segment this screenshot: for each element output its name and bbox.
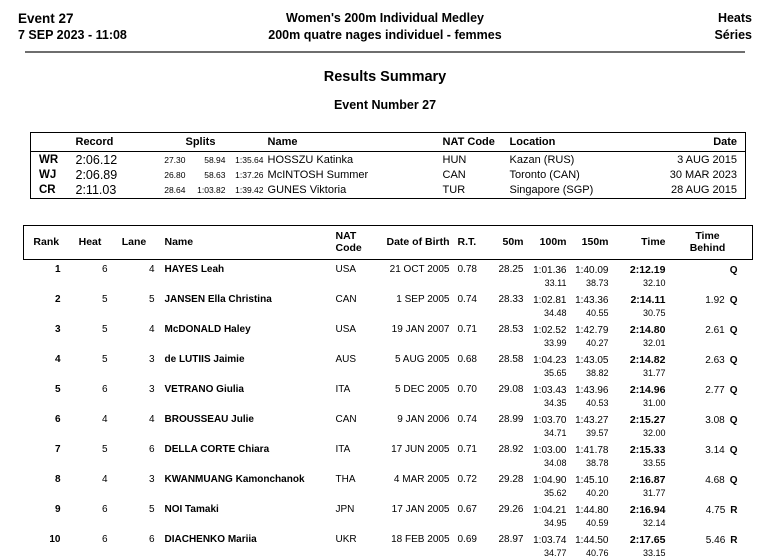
- time-behind: [672, 259, 744, 290]
- row-spacer: [744, 290, 753, 320]
- athlete-nat-code: UKR: [335, 533, 357, 545]
- time-behind-value: 2.63: [705, 354, 725, 366]
- lap-time-100m: 34.48: [543, 307, 567, 318]
- reaction-time: 0.71: [457, 443, 477, 455]
- result-row: [24, 290, 753, 320]
- record-split-50m: 27.30: [164, 154, 186, 165]
- final-time: 2:15.33 33.55: [615, 440, 672, 470]
- split-time-100m: 1:04.90 35.62: [530, 470, 573, 500]
- record-nat-code: HUN: [442, 153, 467, 166]
- lane-value: 4: [148, 263, 155, 275]
- rank-value: 10: [49, 533, 61, 545]
- lap-time-100m: 34.71: [543, 427, 567, 438]
- time-behind-value: 3.08: [705, 414, 725, 426]
- athlete-name: JANSEN Ella Christina: [164, 293, 272, 305]
- phase-label-fr: Séries: [714, 28, 752, 42]
- heat-value: 6: [101, 533, 108, 545]
- event-datetime: 7 SEP 2023 - 11:08: [18, 28, 127, 42]
- split-time-150m: 1:43.05 38.82: [573, 350, 615, 380]
- athlete-name: BROUSSEAU Julie: [164, 413, 254, 425]
- lap-time-200m: 33.55: [642, 457, 666, 468]
- split-time-100m: 1:03.74 34.77: [530, 530, 573, 560]
- rank-value: 1: [54, 263, 61, 275]
- results-header-spacer: [744, 225, 753, 259]
- time-behind: [672, 380, 744, 410]
- lap-time-200m: 31.77: [642, 487, 666, 498]
- split-time-100m: 1:02.52 33.99: [530, 320, 573, 350]
- split-time-100m: 1:04.23 35.65: [530, 350, 573, 380]
- split-time-150m: 1:40.09 38.73: [573, 259, 615, 290]
- athlete-date-of-birth: 5 AUG 2005: [395, 353, 450, 365]
- rank-value: 2: [54, 293, 61, 305]
- reaction-time: 0.68: [457, 353, 477, 365]
- record-holder-name: GUNES Viktoria: [267, 184, 347, 196]
- final-time: 2:16.94 32.14: [615, 500, 672, 530]
- records-header-date: Date: [661, 133, 746, 152]
- result-row: [24, 350, 753, 380]
- athlete-date-of-birth: 17 JUN 2005: [391, 443, 450, 455]
- final-time: 2:17.65 33.15: [615, 530, 672, 560]
- final-time: 2:14.11 30.75: [615, 290, 672, 320]
- reaction-time: 0.69: [457, 533, 477, 545]
- record-location: Toronto (CAN): [509, 168, 580, 181]
- record-location: Singapore (SGP): [509, 184, 594, 196]
- time-behind: [672, 320, 744, 350]
- time-behind-value: 5.46: [705, 534, 726, 546]
- event-title-en: Women's 200m Individual Medley: [286, 11, 484, 25]
- split-time-150m: 1:43.27 39.57: [573, 410, 615, 440]
- lap-time-150m: 40.27: [585, 337, 609, 348]
- athlete-name: DIACHENKO Mariia: [164, 533, 257, 545]
- lane-value: 5: [148, 293, 155, 305]
- athlete-date-of-birth: 19 JAN 2007: [391, 323, 450, 335]
- results-header-row: [24, 225, 753, 259]
- qualification-mark: Q: [729, 264, 738, 276]
- lap-time-100m: 34.77: [543, 547, 567, 558]
- lap-time-150m: 40.20: [585, 487, 609, 498]
- record-split-50m: 28.64: [164, 185, 186, 195]
- athlete-name: VETRANO Giulia: [164, 383, 244, 395]
- record-code: CR: [39, 184, 56, 196]
- final-time: 2:16.87 31.77: [615, 470, 672, 500]
- records-header-record: Record: [71, 133, 136, 152]
- records-header-code-spacer: [31, 133, 71, 152]
- lap-time-150m: 38.73: [585, 277, 609, 288]
- athlete-name: NOI Tamaki: [164, 503, 219, 515]
- split-time-50m: 29.26: [498, 503, 524, 515]
- lap-time-200m: 32.00: [642, 427, 666, 438]
- athlete-name: DELLA CORTE Chiara: [164, 443, 270, 455]
- split-time-50m: 28.92: [498, 443, 524, 455]
- lap-time-100m: 34.35: [543, 397, 567, 408]
- qualification-mark: Q: [729, 354, 738, 366]
- record-split-150m: 1:37.26: [235, 169, 264, 180]
- header-divider: [25, 51, 745, 53]
- event-title-fr: 200m quatre nages individuel - femmes: [268, 28, 502, 42]
- rank-value: 6: [54, 413, 61, 425]
- records-header-name: Name: [264, 133, 439, 152]
- record-code: WR: [39, 153, 59, 166]
- results-table: [23, 225, 753, 560]
- heat-value: 5: [101, 323, 108, 335]
- rank-value: 7: [54, 443, 61, 455]
- results-header-reaction-time: R.T.: [454, 225, 490, 259]
- athlete-name: HAYES Leah: [164, 263, 225, 275]
- header-left: [18, 10, 233, 44]
- result-row: [24, 530, 753, 560]
- athlete-date-of-birth: 21 OCT 2005: [389, 263, 450, 275]
- time-behind-value: 2.77: [705, 384, 725, 396]
- result-row: [24, 440, 753, 470]
- final-time: 2:12.19 32.10: [615, 259, 672, 290]
- lane-value: 5: [148, 503, 155, 515]
- record-location: Kazan (RUS): [509, 153, 575, 166]
- record-split-100m: 58.94: [204, 154, 226, 165]
- time-behind: [672, 440, 744, 470]
- records-header-location: Location: [506, 133, 661, 152]
- rank-value: 9: [54, 503, 61, 515]
- record-split-50m: 26.80: [164, 169, 186, 180]
- results-header-50m: 50m: [490, 225, 530, 259]
- qualification-mark: Q: [729, 324, 738, 336]
- results-header-name: Name: [157, 225, 332, 259]
- athlete-nat-code: JPN: [335, 503, 355, 515]
- split-time-100m: 1:02.81 34.48: [530, 290, 573, 320]
- split-time-50m: 28.53: [498, 323, 524, 335]
- lap-time-200m: 32.10: [642, 277, 666, 288]
- record-split-100m: 1:03.82: [197, 185, 226, 195]
- final-time: 2:14.80 32.01: [615, 320, 672, 350]
- lane-value: 3: [148, 383, 155, 395]
- qualification-mark: Q: [729, 294, 738, 306]
- event-label: Event 27: [18, 11, 74, 26]
- qualification-mark: Q: [729, 414, 738, 426]
- time-behind: [672, 470, 744, 500]
- qualification-mark: Q: [729, 384, 738, 396]
- split-time-50m: 28.58: [498, 353, 524, 365]
- heat-value: 6: [101, 503, 108, 515]
- heat-value: 6: [101, 263, 108, 275]
- record-date: 28 AUG 2015: [670, 184, 738, 196]
- results-header-100m: 100m: [530, 225, 573, 259]
- reaction-time: 0.78: [457, 263, 477, 275]
- record-holder-name: HOSSZU Katinka: [267, 153, 354, 166]
- time-behind-value: 4.75: [705, 504, 726, 516]
- record-date: 30 MAR 2023: [669, 168, 738, 181]
- split-time-150m: 1:43.36 40.55: [573, 290, 615, 320]
- row-spacer: [744, 410, 753, 440]
- record-row: [31, 183, 746, 199]
- lap-time-150m: 40.76: [585, 547, 609, 558]
- row-spacer: [744, 259, 753, 290]
- record-split-150m: 1:39.42: [235, 185, 264, 195]
- athlete-nat-code: ITA: [335, 443, 351, 455]
- split-time-150m: 1:41.78 38.78: [573, 440, 615, 470]
- results-header-time: Time: [615, 225, 672, 259]
- phase-label-en: Heats: [717, 11, 752, 25]
- split-time-50m: 28.25: [498, 263, 524, 275]
- heat-value: 4: [101, 413, 108, 425]
- lane-value: 6: [148, 533, 155, 545]
- final-time: 2:14.96 31.00: [615, 380, 672, 410]
- row-spacer: [744, 470, 753, 500]
- heat-value: 5: [101, 443, 108, 455]
- record-split-150m: 1:35.64: [235, 154, 264, 165]
- results-header-time-behind: Time Behind: [672, 225, 744, 259]
- lap-time-200m: 31.77: [642, 367, 666, 378]
- athlete-nat-code: CAN: [335, 293, 357, 305]
- lane-value: 6: [148, 443, 155, 455]
- qualification-mark: R: [730, 504, 738, 516]
- records-header-nat-code: NAT Code: [439, 133, 506, 152]
- athlete-nat-code: THA: [335, 473, 356, 485]
- results-header-lane: Lane: [112, 225, 157, 259]
- split-time-150m: 1:43.96 40.53: [573, 380, 615, 410]
- time-behind: [672, 530, 744, 560]
- lap-time-100m: 34.95: [543, 517, 567, 528]
- split-time-50m: 28.97: [498, 533, 524, 545]
- time-behind-value: 3.14: [705, 444, 725, 456]
- athlete-nat-code: CAN: [335, 413, 357, 425]
- time-behind-value: 2.61: [705, 324, 725, 336]
- split-time-50m: 28.99: [498, 413, 524, 425]
- lane-value: 4: [148, 323, 155, 335]
- split-time-100m: 1:03.00 34.08: [530, 440, 573, 470]
- athlete-date-of-birth: 17 JAN 2005: [391, 503, 450, 515]
- lap-time-100m: 34.08: [543, 457, 567, 468]
- result-row: [24, 259, 753, 290]
- lap-time-200m: 31.00: [642, 397, 666, 408]
- result-row: [24, 470, 753, 500]
- results-header-heat: Heat: [69, 225, 112, 259]
- reaction-time: 0.72: [457, 473, 477, 485]
- result-row: [24, 320, 753, 350]
- athlete-nat-code: AUS: [335, 353, 357, 365]
- row-spacer: [744, 320, 753, 350]
- lap-time-200m: 30.75: [642, 307, 666, 318]
- qualification-mark: Q: [729, 474, 738, 486]
- record-row: [31, 167, 746, 183]
- split-time-150m: 1:45.10 40.20: [573, 470, 615, 500]
- record-holder-name: McINTOSH Summer: [267, 168, 369, 181]
- row-spacer: [744, 440, 753, 470]
- header-center: [233, 10, 537, 44]
- section-title: Results Summary: [323, 69, 447, 85]
- lane-value: 3: [148, 473, 155, 485]
- split-time-150m: 1:44.80 40.59: [573, 500, 615, 530]
- split-time-100m: 1:03.43 34.35: [530, 380, 573, 410]
- time-behind: [672, 350, 744, 380]
- record-time: 2:06.12: [75, 152, 118, 167]
- lap-time-200m: 32.14: [642, 517, 666, 528]
- reaction-time: 0.67: [457, 503, 477, 515]
- lap-time-150m: 40.55: [585, 307, 609, 318]
- lap-time-100m: 35.65: [543, 367, 567, 378]
- lap-time-200m: 33.15: [642, 547, 666, 558]
- split-time-50m: 28.33: [498, 293, 524, 305]
- athlete-name: KWANMUANG Kamonchanok: [164, 473, 305, 485]
- time-behind: [672, 410, 744, 440]
- athlete-name: McDONALD Haley: [164, 323, 251, 335]
- results-header-150m: 150m: [573, 225, 615, 259]
- final-time: 2:14.82 31.77: [615, 350, 672, 380]
- results-header-nat-code: NAT Code: [332, 225, 378, 259]
- athlete-nat-code: USA: [335, 263, 357, 275]
- heat-value: 5: [101, 293, 108, 305]
- final-time: 2:15.27 32.00: [615, 410, 672, 440]
- heat-value: 4: [101, 473, 108, 485]
- split-time-100m: 1:03.70 34.71: [530, 410, 573, 440]
- result-row: [24, 410, 753, 440]
- record-time: 2:11.03: [75, 183, 117, 197]
- split-time-100m: 1:04.21 34.95: [530, 500, 573, 530]
- reaction-time: 0.70: [457, 383, 477, 395]
- lap-time-200m: 32.01: [642, 337, 666, 348]
- results-header-rank: Rank: [24, 225, 69, 259]
- heat-value: 6: [101, 383, 108, 395]
- lap-time-150m: 39.57: [585, 427, 609, 438]
- time-behind: [672, 290, 744, 320]
- record-nat-code: TUR: [442, 184, 466, 196]
- split-time-150m: 1:44.50 40.76: [573, 530, 615, 560]
- split-time-50m: 29.08: [498, 383, 524, 395]
- records-header-row: [31, 133, 746, 152]
- row-spacer: [744, 380, 753, 410]
- lane-value: 3: [148, 353, 155, 365]
- row-spacer: [744, 350, 753, 380]
- result-row: [24, 500, 753, 530]
- records-header-splits: Splits: [136, 133, 264, 152]
- records-table: [30, 132, 746, 199]
- time-behind-value: 1.92: [705, 294, 725, 306]
- header-right: [537, 10, 752, 44]
- rank-value: 8: [54, 473, 61, 485]
- lane-value: 4: [148, 413, 155, 425]
- time-behind-value: 4.68: [705, 474, 725, 486]
- time-behind: [672, 500, 744, 530]
- record-row: [31, 152, 746, 168]
- split-time-100m: 1:01.36 33.11: [530, 259, 573, 290]
- athlete-name: de LUTIIS Jaimie: [164, 353, 245, 365]
- event-number-subtitle: Event Number 27: [333, 98, 437, 112]
- row-spacer: [744, 530, 753, 560]
- athlete-date-of-birth: 5 DEC 2005: [395, 383, 450, 395]
- lap-time-100m: 33.99: [543, 337, 567, 348]
- results-header-dob: Date of Birth: [378, 225, 454, 259]
- result-row: [24, 380, 753, 410]
- lap-time-100m: 33.11: [544, 277, 567, 288]
- rank-value: 5: [54, 383, 61, 395]
- record-date: 3 AUG 2015: [677, 153, 738, 166]
- heat-value: 5: [101, 353, 108, 365]
- split-time-150m: 1:42.79 40.27: [573, 320, 615, 350]
- athlete-nat-code: ITA: [335, 383, 351, 395]
- row-spacer: [744, 500, 753, 530]
- lap-time-150m: 38.82: [585, 367, 609, 378]
- athlete-date-of-birth: 4 MAR 2005: [393, 473, 450, 485]
- rank-value: 4: [54, 353, 61, 365]
- athlete-date-of-birth: 9 JAN 2006: [397, 413, 450, 425]
- lap-time-150m: 40.59: [585, 517, 609, 528]
- athlete-date-of-birth: 18 FEB 2005: [391, 533, 450, 545]
- lap-time-150m: 40.53: [585, 397, 609, 408]
- record-time: 2:06.89: [75, 167, 118, 182]
- reaction-time: 0.71: [457, 323, 477, 335]
- reaction-time: 0.74: [457, 293, 477, 305]
- lap-time-150m: 38.78: [585, 457, 609, 468]
- lap-time-100m: 35.62: [543, 487, 567, 498]
- rank-value: 3: [54, 323, 61, 335]
- document-header: [18, 10, 752, 44]
- athlete-date-of-birth: 1 SEP 2005: [396, 293, 450, 305]
- record-code: WJ: [39, 168, 57, 181]
- qualification-mark: Q: [729, 444, 738, 456]
- record-split-100m: 58.63: [204, 169, 226, 180]
- split-time-50m: 29.28: [498, 473, 524, 485]
- record-nat-code: CAN: [442, 168, 466, 181]
- reaction-time: 0.74: [457, 413, 477, 425]
- qualification-mark: R: [730, 534, 738, 546]
- athlete-nat-code: USA: [335, 323, 357, 335]
